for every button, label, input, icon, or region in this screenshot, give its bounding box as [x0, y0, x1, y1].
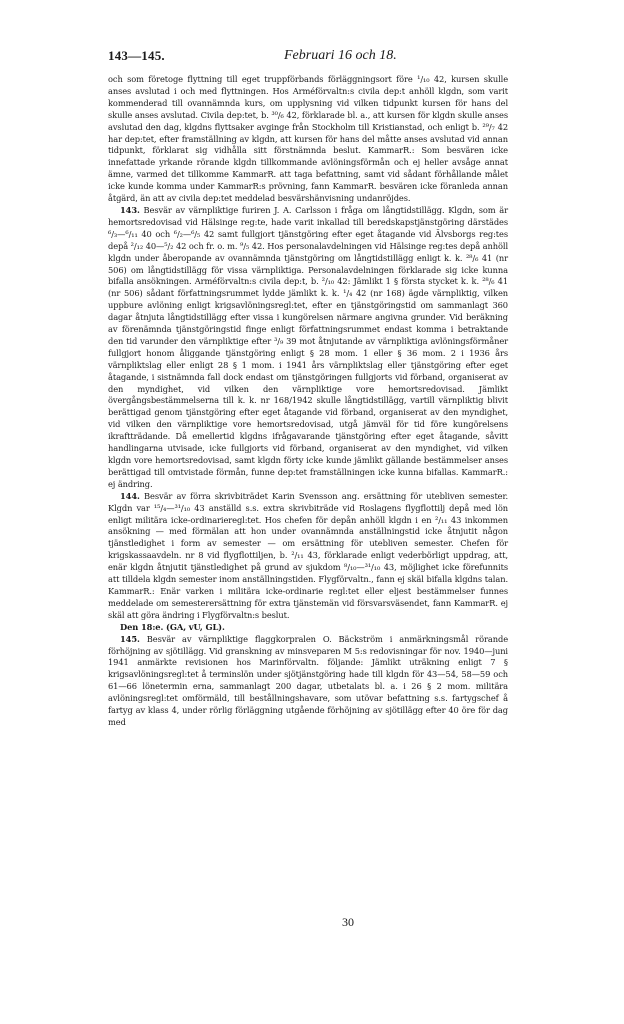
header-date: Februari 16 och 18.	[284, 48, 397, 63]
date-subheading	[108, 622, 508, 634]
page-header	[108, 48, 506, 68]
paragraph-number: 144.	[120, 490, 140, 501]
section-range: 143—145.	[108, 48, 165, 63]
paragraph-number: 145.	[120, 633, 140, 644]
body-text	[108, 74, 508, 729]
paragraph-text: och som företoge flyttning till eget truppförbands förläggningsort före ¹/₁₀ 42, kursen skulle anses avslutad i och med flyttningen. Hos Arméförvaltn:s civila dep:t anhöll klgdn, som varit kommenderad till ovannämnda kurs, om upplysning vid vilken tidpunkt kursen för hans del skulle anses avslutad. Civila dep:tet, b. ³⁰/₆ 42, förklarade bl. a., att kursen för klgdn skulle anses avslutad den dag, klgdns flyttsaker avginge från Stockholm till Kristianstad, och enligt b. ²⁹/₇ 42 har dep:tet, efter framställning av klgdn, att kursen för hans del måtte anses avslutad vid annan tidpunkt, förklarat sig vidhålla sitt förstnämnda beslut. KammarR.: Som besvären icke innefattade yrkande rörande klgdn tillkommande avlöningsförmån och ej heller avsåge annat ämne, varmed det tillkomme KammarR. att taga befattning, samt vid sådant förhållande målet icke kunde komma under KammarR:s prövning, fann KammarR. besvären icke föranleda annan åtgärd, än att av civila dep:tet meddelad besvärshänvisning undanröjdes.	[108, 74, 508, 204]
paragraph-144	[108, 491, 508, 622]
paragraph-text: Besvär av värnpliktige furiren J. A. Carlsson i fråga om långtidstillägg. Klgdn, som är hemortsredovisad vid Hälsinge reg:te, hade varit inkallad till beredskapstjänstgöring därstädes ⁶/₃—⁶/₁₁ 40 och ⁶/₂—⁶/₅ 42 samt fullgjort tjänstgöring efter eget åtagande vid Älvsborgs reg:tes depå ²/₁₂ 40—⁵/₂ 42 och fr. o. m. ⁹/₅ 42. Hos personalavdelningen vid Hälsinge reg:tes depå anhöll klgdn under åberopande av ovannämnda tjänstgöring om långtidstillägg enligt k. k. ²⁸/₆ 41 (nr 506) om långtidstillägg för vissa värnpliktiga. Personalavdelningen förklarade sig icke kunna bifalla ansökningen. Arméförvaltn:s civila dep:t, b. ²/₁₀ 42: Jämlikt 1 § första stycket k. k. ²⁸/₆ 41 (nr 506) sådant författningsrummet lydde jämlikt k. k. ¹/₄ 42 (nr 168) ägde värnpliktig, vilken uppbure avlöning enligt krigsavlöningsregl:tet, efter en tjänstgöringstid om sammanlagt 360 dagar åtnjuta långtidstillägg efter vissa i kungörelsen närmare angivna grunder. Vid beräkning av förenämnda tjänstgöringstid finge enligt författningsrummet endast komma i betraktande den tid varunder den värnpliktige efter ³/₉ 39 mot åtnjutande av värnpliktiga avlöningsförmåner fullgjort honom åliggande tjänstgöring enligt § 28 mom. 1 eller § 36 mom. 2 i 1936 års värnpliktslag eller enligt 28 § 1 mom. i 1941 års värnpliktslag eller tjänstgöring efter eget åtagande, i sistnämnda fall dock endast om tjänstgöringen fullgjorts vid förband, organiserat av den myndighet, vid vilken den värnpliktige vore hemortsredovisad. Jämlikt övergångsbestämmelserna till k. k. nr 168/1942 skulle långtidstillägg, vartill värnpliktig blivit berättigad genom tjänstgöring efter eget åtagande vid förband, organiserat av den myndighet, vid vilken den värnpliktige vore hemortsredovisad, utgå jämväl för tid före kungörelsens ikraftträdande. Då emellertid klgdns ifrågavarande tjänstgöring efter eget åtagande, såvitt handlingarna utvisade, icke fullgjorts vid förband, organiserat av den myndighet, vid vilken klgdn vore hemortsredovisad, samt klgdn förty icke kunde jämlikt gällande bestämmelser anses berättigad till omtvistade förmån, funne dep:tet framställningen icke kunna bifallas. KammarR.: ej ändring.	[108, 204, 508, 489]
paragraph-number: 143.	[120, 204, 140, 215]
page-number: 30	[342, 915, 354, 929]
paragraph-145	[108, 634, 508, 729]
paragraph-143	[108, 205, 508, 491]
paragraph-text: Besvär av förra skrivbiträdet Karin Svensson ang. ersättning för utebliven semester. Klgdn var ¹⁵/₄—³¹/₁₀ 43 anställd s.s. extra skrivbiträde vid Roslagens flygflottilj depå med lön enligt militära icke-ordinarieregl:tet. Hos chefen för depån anhöll klgdn i en ²/₁₁ 43 inkommen ansökning — med förmälan att hon under ovannämnda anställningstid icke åtnjutit någon tjänstledighet i form av semester — om ersättning för utebliven semester. Chefen för krigskassaavdeln. nr 8 vid flygflottiljen, b. ²/₁₁ 43, förklarade enligt vederbörligt uppdrag, att, enär klgdn åtnjutit tjänstledighet på grund av sjukdom ⁸/₁₀—³¹/₁₀ 43, möjlighet icke förefunnits att tilldela klgdn semester inom anställningstiden. Flygförvaltn., fann ej skäl bifalla klgdns talan. KammarR.: Enär varken i militära icke-ordinarie regl:tet eller eljest bestämmelser funnes meddelade om semesterersättning för extra tjänstemän vid försvarsväsendet, fann KammarR. ej skäl att göra ändring i Flygförvaltn:s beslut.	[108, 490, 508, 620]
paragraph-text: Besvär av värnpliktige flaggkorpralen O. Bäckström i anmärkningsmål rörande förhöjning av sjötillägg. Vid granskning av minsveparen M 5:s redovisningar för nov. 1940—juni 1941 anmärkte revisionen hos Marinförvaltn. följande: Jämlikt uträkning enligt 7 § krigsavlöningsregl:tet å terminslön under sjötjänstgöring hade till klgdn för 43—54, 58—59 och 61—66 lönetermin erna, sammanlagt 200 dagar, utbetalats bl. a. i 26 § 2 mom. militära avlöningsregl:tet omförmäld, till bestållningshavare, som utövar befattning s.s. fartygschef å fartyg av klass 4, under rörlig förläggning utgående förhöjning av sjötillägg efter 40 öre för dag med	[108, 633, 508, 727]
paragraph-continuation	[108, 74, 508, 205]
date-subheading-text: Den 18:e. (GA, vU, GL).	[120, 621, 225, 632]
